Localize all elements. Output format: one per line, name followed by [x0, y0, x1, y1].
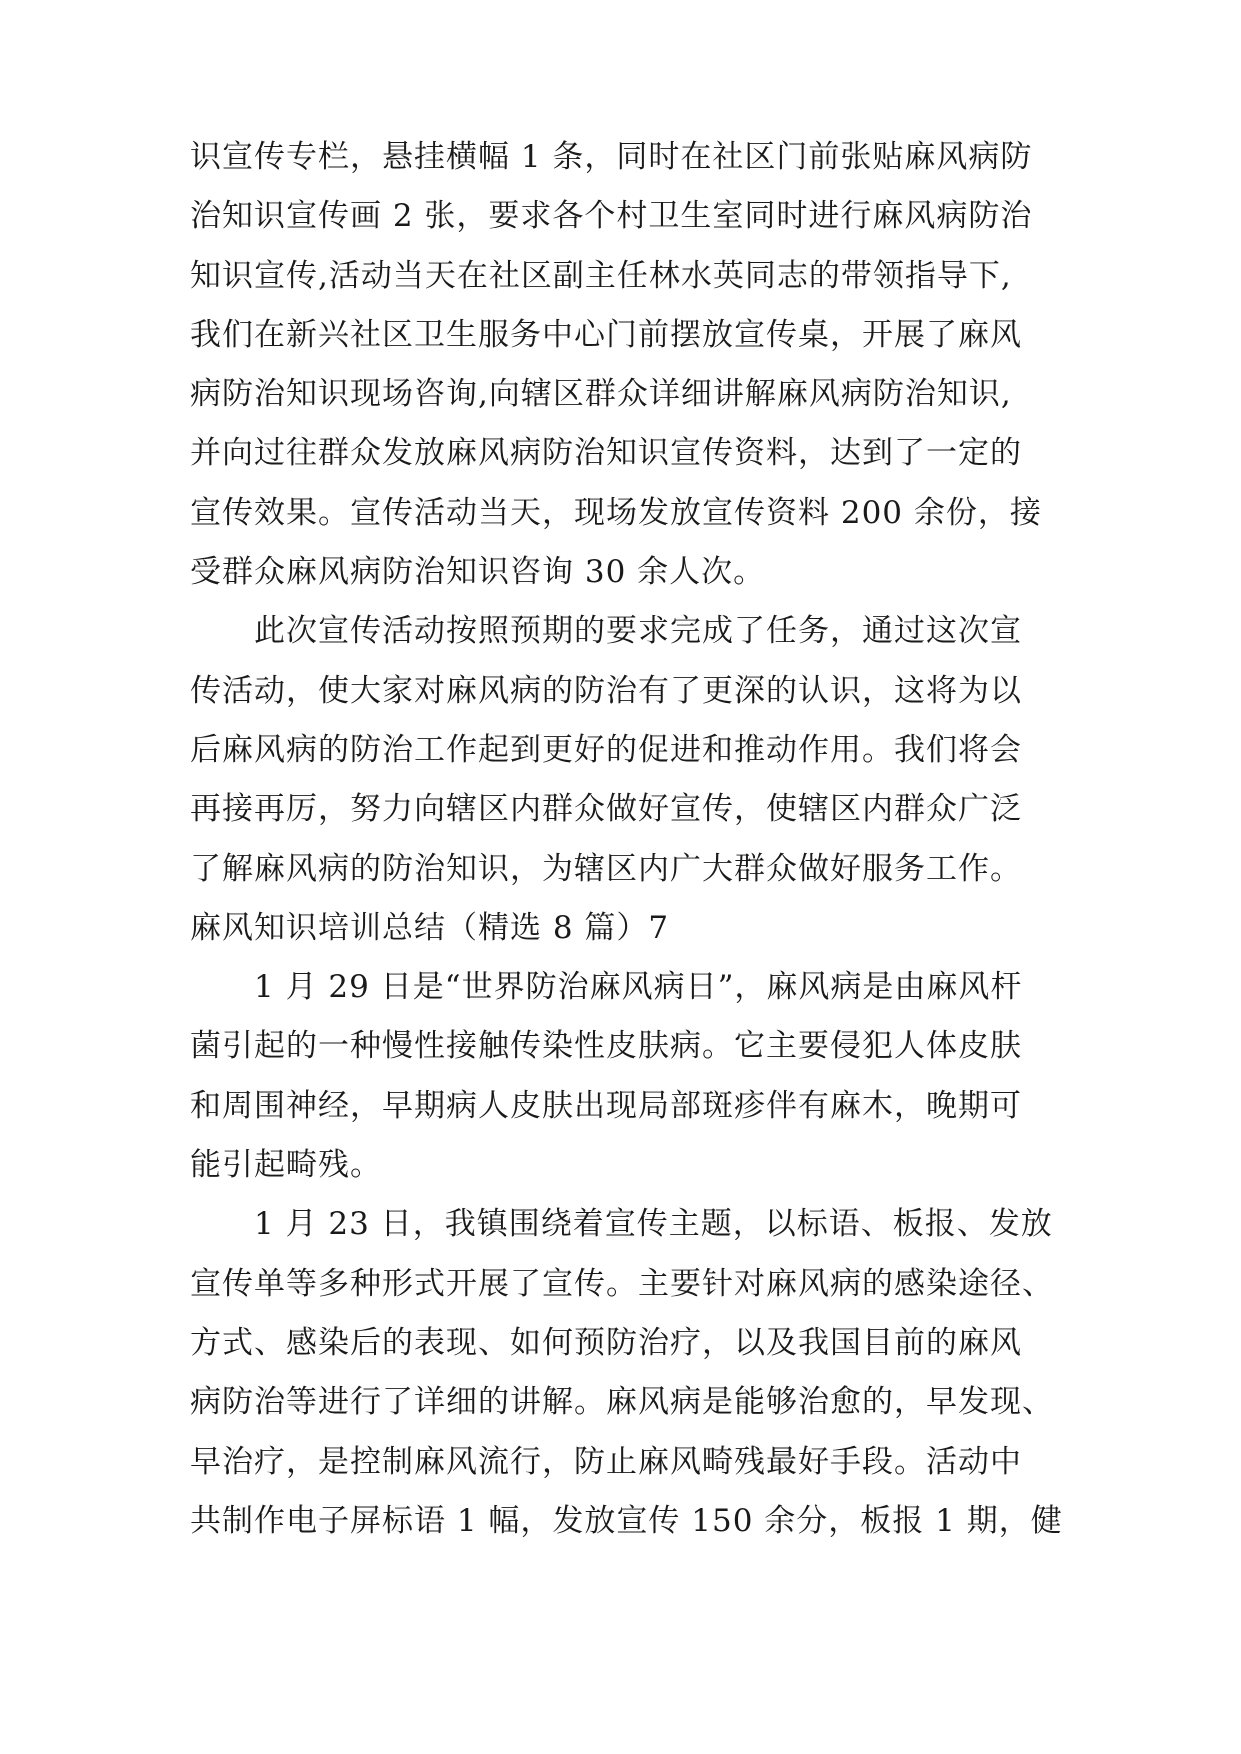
text-line: 再接再厉，努力向辖区内群众做好宣传，使辖区内群众广泛 — [190, 791, 1022, 828]
text-line: 能引起畸残。 — [190, 1147, 382, 1184]
text-line: 宣传效果。宣传活动当天，现场发放宣传资料 200 余份，接 — [190, 494, 1042, 531]
text-line: 受群众麻风病防治知识咨询 30 余人次。 — [190, 554, 766, 591]
text-line: 识宣传专栏，悬挂横幅 1 条，同时在社区门前张贴麻风病防 — [190, 139, 1033, 175]
text-line: 我们在新兴社区卫生服务中心门前摆放宣传桌，开展了麻风 — [190, 316, 1022, 353]
text-line: 传活动，使大家对麻风病的防治有了更深的认识，这将为以 — [190, 672, 1022, 709]
text-line: 并向过往群众发放麻风病防治知识宣传资料，达到了一定的 — [190, 435, 1022, 472]
text-line: 病防治知识现场咨询,向辖区群众详细讲解麻风病防治知识, — [190, 376, 1012, 413]
text-line: 知识宣传,活动当天在社区副主任林水英同志的带领指导下, — [190, 257, 1012, 294]
document-body — [190, 128, 1070, 1551]
text-line: 共制作电子屏标语 1 幅，发放宣传 150 余分，板报 1 期，健 — [190, 1502, 1063, 1539]
text-line: 麻风知识培训总结（精选 8 篇）7 — [190, 909, 670, 946]
text-line: 和周围神经，早期病人皮肤出现局部斑疹伴有麻木，晚期可 — [190, 1087, 1022, 1124]
text-line: 菌引起的一种慢性接触传染性皮肤病。它主要侵犯人体皮肤 — [190, 1028, 1022, 1065]
text-line: 治知识宣传画 2 张，要求各个村卫生室同时进行麻风病防治 — [190, 198, 1033, 235]
text-line: 后麻风病的防治工作起到更好的促进和推动作用。我们将会 — [190, 731, 1022, 768]
text-line: 早治疗，是控制麻风流行，防止麻风畸残最好手段。活动中 — [190, 1443, 1022, 1480]
paragraph-first-line: 1 月 29 日是“世界防治麻风病日”，麻风病是由麻风杆 — [254, 969, 1023, 1006]
paragraph-first-line: 1 月 23 日，我镇围绕着宣传主题，以标语、板报、发放 — [254, 1206, 1053, 1243]
text-line: 病防治等进行了详细的讲解。麻风病是能够治愈的，早发现、 — [190, 1384, 1054, 1421]
paragraph-first-line: 此次宣传活动按照预期的要求完成了任务，通过这次宣 — [254, 613, 1022, 650]
text-line: 宣传单等多种形式开展了宣传。主要针对麻风病的感染途径、 — [190, 1265, 1054, 1302]
text-line: 了解麻风病的防治知识，为辖区内广大群众做好服务工作。 — [190, 850, 1022, 887]
text-line: 方式、感染后的表现、如何预防治疗，以及我国目前的麻风 — [190, 1324, 1022, 1361]
